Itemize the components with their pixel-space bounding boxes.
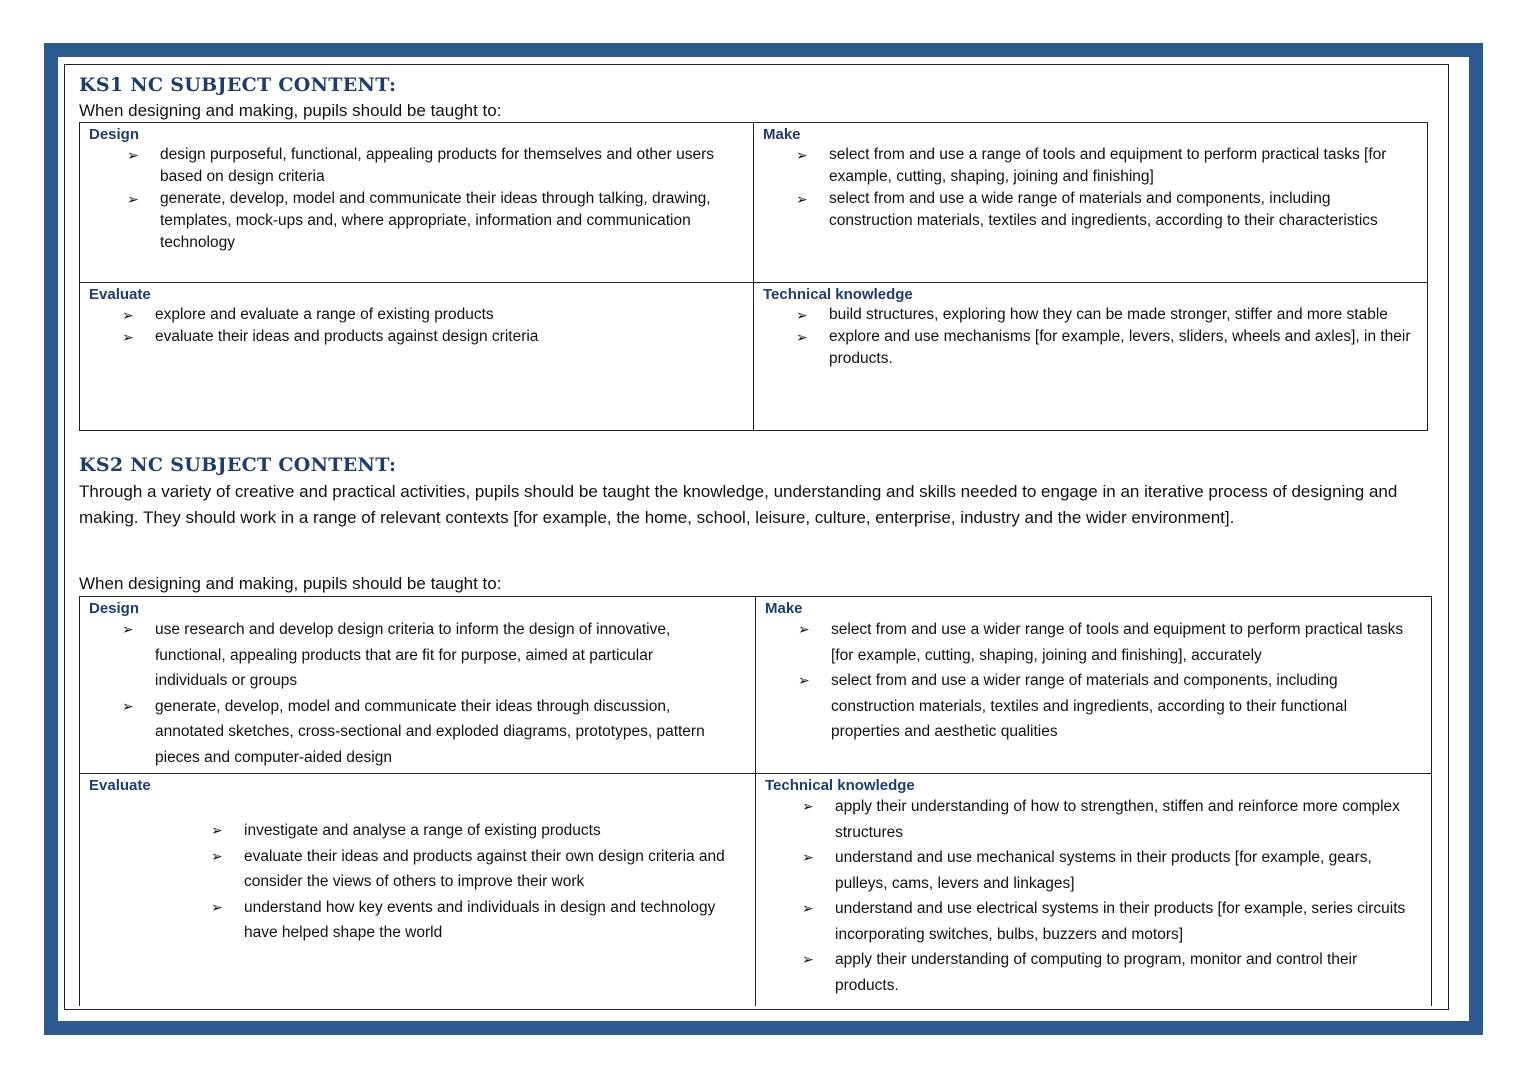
list-item: ➢ select from and use a wider range of materials and components, including construction materials, textiles and ingredients, according to their functional properties and aesthetic qualities xyxy=(831,668,1417,745)
arrowhead-bullet-icon: ➢ xyxy=(796,329,808,345)
list-item: ➢ select from and use a wide range of materials and components, including construction materials, textiles and ingredients, according to their characteristics xyxy=(796,190,1378,229)
ks1-design-cell xyxy=(80,123,754,283)
list-item: ➢ evaluate their ideas and products against their own design criteria and consider the views of others to improve their work xyxy=(244,844,735,895)
arrowhead-bullet-icon: ➢ xyxy=(802,849,814,865)
ks2-design-cell xyxy=(80,597,756,774)
ks1-make-title: Make xyxy=(763,126,801,143)
arrowhead-bullet-icon: ➢ xyxy=(127,147,139,163)
list-item: ➢ select from and use a range of tools and equipment to perform practical tasks [for example, cutting, shaping, joining and finishing] xyxy=(796,146,1387,185)
arrowhead-bullet-icon: ➢ xyxy=(211,847,223,864)
ks1-technical-title: Technical knowledge xyxy=(763,286,913,303)
ks1-evaluate-title: Evaluate xyxy=(89,286,151,303)
ks1-heading: KS1 NC SUBJECT CONTENT: xyxy=(79,74,397,96)
arrowhead-bullet-icon: ➢ xyxy=(796,307,808,323)
ks1-design-title: Design xyxy=(89,126,140,143)
ks1-evaluate-cell xyxy=(80,283,754,431)
arrowhead-bullet-icon: ➢ xyxy=(122,307,134,323)
arrowhead-bullet-icon: ➢ xyxy=(802,798,814,814)
list-item: ➢ understand and use electrical systems in their products [for example, series circuits incorporating switches, bulbs, buzzers and motors] xyxy=(835,896,1419,947)
arrowhead-bullet-icon: ➢ xyxy=(122,621,134,637)
ks2-heading: KS2 NC SUBJECT CONTENT: xyxy=(79,454,397,476)
arrowhead-bullet-icon: ➢ xyxy=(796,147,808,163)
list-item: ➢ select from and use a wider range of tools and equipment to perform practical tasks [for example, cutting, shaping, joining and finishing], accurately xyxy=(831,617,1417,668)
list-item: ➢ generate, develop, model and communicate their ideas through talking, drawing, templates, mock-ups and, where appropriate, information and communication technology xyxy=(127,190,711,251)
list-item: ➢ apply their understanding of computing to program, monitor and control their products. xyxy=(835,947,1419,998)
ks2-technical-list xyxy=(756,794,1431,998)
ks1-content-table xyxy=(79,122,1428,431)
arrowhead-bullet-icon: ➢ xyxy=(122,697,134,714)
ks2-intro: When designing and making, pupils should be taught to: xyxy=(79,574,502,593)
ks2-technical-title: Technical knowledge xyxy=(765,777,915,794)
ks2-make-cell xyxy=(756,597,1432,774)
ks1-evaluate-list xyxy=(80,303,753,348)
arrowhead-bullet-icon: ➢ xyxy=(127,191,139,207)
ks2-evaluate-list xyxy=(80,794,755,946)
list-item: ➢ build structures, exploring how they can be made stronger, stiffer and more stable xyxy=(829,304,1413,326)
ks2-technical-cell xyxy=(756,774,1432,1006)
ks1-design-list xyxy=(80,143,753,254)
arrowhead-bullet-icon: ➢ xyxy=(796,191,808,207)
list-item: ➢ explore and use mechanisms [for example, levers, sliders, wheels and axles], in their products. xyxy=(796,328,1411,367)
list-item: ➢ understand how key events and individuals in design and technology have helped shape the world xyxy=(244,895,735,946)
arrowhead-bullet-icon: ➢ xyxy=(122,329,134,345)
ks1-make-list xyxy=(754,143,1427,232)
ks2-make-title: Make xyxy=(765,600,803,617)
ks1-intro: When designing and making, pupils should be taught to: xyxy=(79,101,502,120)
ks1-technical-cell xyxy=(754,283,1428,431)
ks2-evaluate-cell xyxy=(80,774,756,1006)
ks2-evaluate-title: Evaluate xyxy=(89,777,151,794)
ks1-make-cell xyxy=(754,123,1428,283)
ks1-technical-list xyxy=(754,303,1427,370)
arrowhead-bullet-icon: ➢ xyxy=(802,900,814,916)
list-item: ➢ generate, develop, model and communicate their ideas through discussion, annotated sketches, cross-sectional and exploded diagrams, prototypes, pattern pieces and computer-aided design xyxy=(155,694,715,771)
list-item: ➢ understand and use mechanical systems in their products [for example, gears, pulleys, cams, levers and linkages] xyxy=(835,845,1419,896)
list-item: ➢ apply their understanding of how to strengthen, stiffen and reinforce more complex structures xyxy=(835,794,1419,845)
ks2-make-list xyxy=(756,617,1431,745)
list-item: ➢ evaluate their ideas and products against design criteria xyxy=(155,326,723,348)
list-item: ➢ investigate and analyse a range of existing products xyxy=(244,818,735,844)
arrowhead-bullet-icon: ➢ xyxy=(802,951,814,967)
arrowhead-bullet-icon: ➢ xyxy=(798,672,810,688)
list-item: ➢ design purposeful, functional, appealing products for themselves and other users based on design criteria xyxy=(127,146,715,185)
list-item: ➢ explore and evaluate a range of existing products xyxy=(155,304,723,326)
list-item: ➢ use research and develop design criteria to inform the design of innovative, functional, appealing products that are fit for purpose, aimed at particular individuals or groups xyxy=(155,617,715,694)
arrowhead-bullet-icon: ➢ xyxy=(211,898,223,915)
ks2-design-list xyxy=(80,617,755,770)
arrowhead-bullet-icon: ➢ xyxy=(798,621,810,637)
ks2-paragraph: Through a variety of creative and practical activities, pupils should be taught the knowledge, understanding and skills needed to engage in an iterative process of designing and making. They should work in a range of relevant contexts [for example, the home, school, leisure, culture, enterprise, industry and the wider environment]. xyxy=(79,482,1398,527)
arrowhead-bullet-icon: ➢ xyxy=(211,822,223,838)
ks2-content-table xyxy=(79,596,1432,1006)
ks2-design-title: Design xyxy=(89,600,140,617)
